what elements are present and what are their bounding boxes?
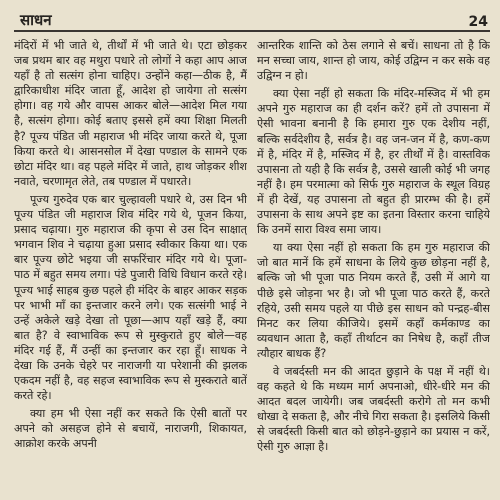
paragraph: पूज्य गुरुदेव एक बार चुल्हावली पधारे थे, उस दिन भी पूज्य पंडित जी महाराज शिव मंदिर गये थे, पूजन किया, प्रसाद चढ़ाया। गुरु महाराज की कृपा से उस दिन साक्षात् भगवान शिव ने चढ़ाया हुआ प्रसाद स्वीकार किया था। एक बार पूज्य छोटे भइया जी सफरिंचार मंदिर गये थे। पूजा-पाठ में बहुत समय लगा। पंडे पुजारी विधि विधान करते रहे। पूज्य भाई साहब कुछ पहले ही मंदिर के बाहर आकर सड़क पर भाभी माँ का इन्तजार करने लगे। एक सत्संगी भाई ने उन्हें अकेले खड़े देखा तो पूछा—आप यहाँ खड़े हैं, क्या बात है? वे स्वाभाविक रूप से मुस्कुराते हुए बोले—वह मंदिर गई हैं, मैं उन्हीं का इन्तजार कर रहा हूँ। साधक ने देखा कि उनके चेहरे पर नाराजगी या परेशानी की झलक एकदम नहीं है, वह सहज स्वाभाविक रूप से मुस्कराते बातें करते रहे। — [14, 192, 247, 403]
paragraph: क्या हम भी ऐसा नहीं कर सकते कि ऐसी बातों पर अपने को असहज होने से बचायें, नाराजगी, शिकायत, आक्रोश करके अपनी — [14, 407, 247, 451]
paragraph: क्या ऐसा नहीं हो सकता कि मंदिर-मस्जिद में भी हम अपने गुरु महाराज का ही दर्शन करें? हमें तो उपासना में ऐसी भावना बनानी है कि हमारा गुरु एक देशीय नहीं, बल्कि सर्वदेशीय है, सर्वत्र है। वह जन-जन में है, कण-कण में है, मंदिर में है, मस्जिद में है, हर तीर्थों में है। वास्तविक उपासना तो यही है कि सर्वत्र है, उससे खाली कोई भी जगह नहीं है। हम परमात्मा को सिर्फ गुरु महाराज के स्थूल विग्रह में ही देखें, यह उपासना तो बहुत ही प्रारम्भ की है। हमें उपासना के साथ अपने इष्ट का इतना विस्तार करना चाहिये कि उनमें सारा विश्व समा जाय। — [257, 87, 490, 237]
paragraph: या क्या ऐसा नहीं हो सकता कि हम गुरु महाराज की जो बात मानें कि हमें साधना के लिये कुछ छोड़ना नहीं है, बल्कि जो भी पूजा पाठ नियम करते हैं, उसी में आगे या पीछे इसे जोड़ना भर है। जो भी पूजा पाठ करते हैं, करते रहिये, उसी समय पहले या पीछे इस साधन को पन्द्रह-बीस मिनट कर लिया कीजिये। इसमें कहाँ कर्मकाण्ड का व्यवधान आता है, कहाँ तीर्थाटन का निषेध है, कहाँ तीज त्यौहार बाधक हैं? — [257, 241, 490, 360]
page-header — [14, 8, 490, 32]
paragraph: वे जबर्दस्ती मन की आदत छुड़ाने के पक्ष में नहीं थे। वह कहते थे कि मध्यम मार्ग अपनाओ, धीरे-धीरे मन की आदत बदल जायेगी। जब जबर्दस्ती करोगे तो मन कभी धोखा दे सकता है, और नीचे गिरा सकता है। इसलिये किसी से जबर्दस्ती किसी बात को छोड़ने-छुड़ाने का प्रयास न करें, ऐसी गुरु आज्ञा है। — [257, 364, 490, 454]
page-number: 24 — [468, 14, 488, 30]
paragraph: आन्तरिक शान्ति को ठेस लगाने से बचें। साधना तो है कि मन सच्चा जाय, शान्त हो जाय, कोई उद्विग्न न कर सके वह उद्विग्न न हो। — [257, 39, 490, 83]
right-column — [257, 38, 490, 498]
left-column — [14, 38, 247, 498]
paragraph: मंदिरों में भी जाते थे, तीर्थों में भी जाते थे। एटा छोड़कर जब प्रथम बार वह मथुरा पधारे तो लोगों ने कहा आप आज यहाँ है तो सत्संग होना चाहिए। उन्होंने कहा—ठीक है, मैं द्वारिकाधीश मंदिर जाता हूँ, आदेश हो जायेगा तो सत्संग होगा। वह गये और वापस आकर बोले—आदेश मिल गया है, सत्संग होगा। कोई बताए इससे हमें क्या शिक्षा मिलती है? पूज्य पंडित जी महाराज भी मंदिर जाया करते थे, पूजा किया करते थे। आसनसोल में देखा पण्डाल के सामने एक छोटा मंदिर था। वह पहले मंदिर में जाते, हाथ जोड़कर शीश नवाते, चरणामृत लेते, तब पण्डाल में पधारते। — [14, 39, 247, 188]
text-columns — [14, 38, 490, 498]
running-title: साधन — [20, 11, 52, 29]
